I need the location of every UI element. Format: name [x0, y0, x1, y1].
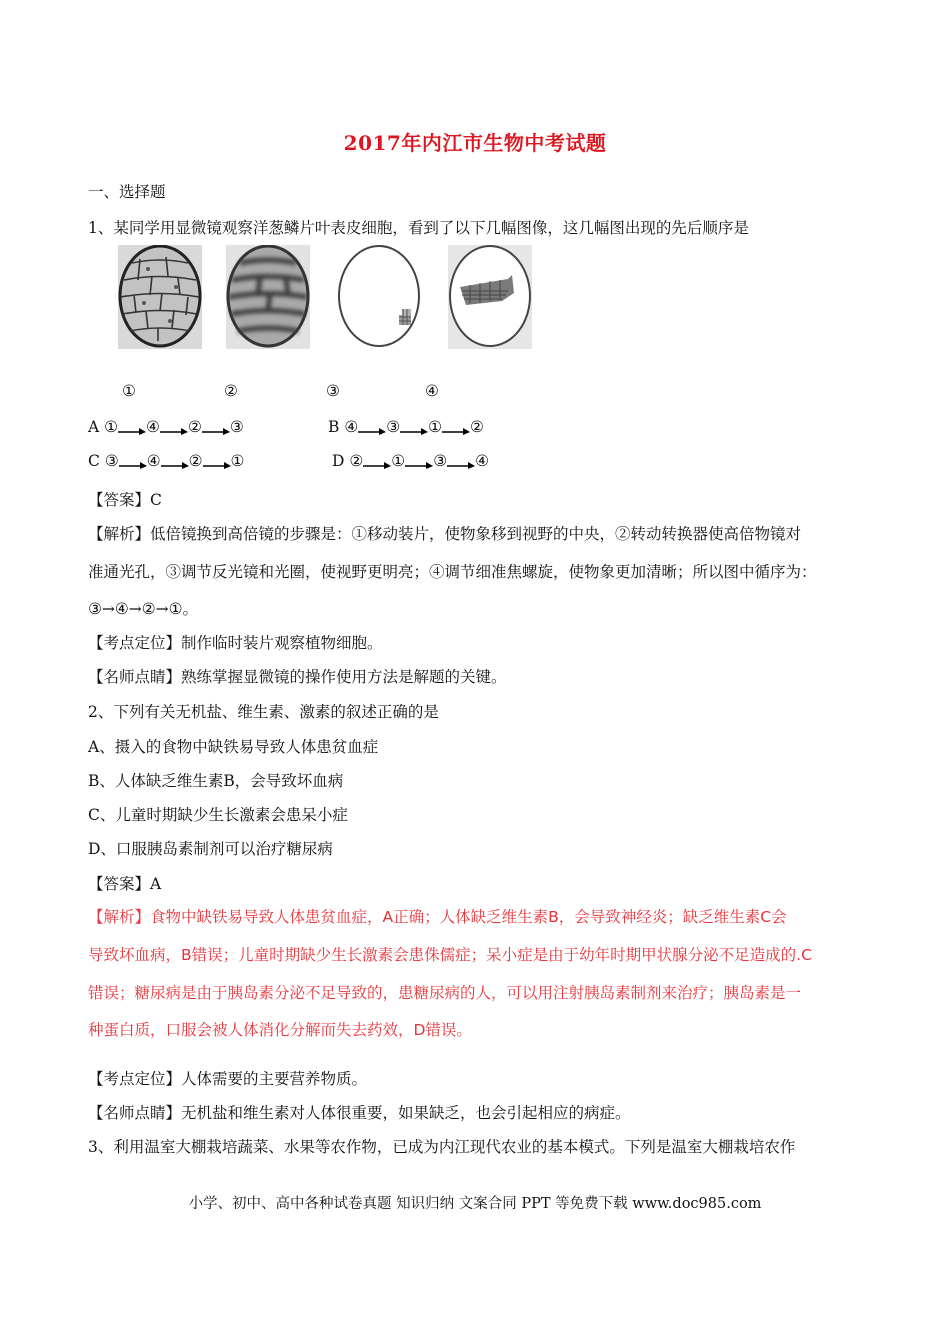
seq-item: ②	[188, 452, 203, 470]
seq-item: ④	[344, 418, 359, 436]
figure-label-2: ②	[224, 382, 238, 400]
question-2-stem: 2、下列有关无机盐、维生素、激素的叙述正确的是	[88, 703, 439, 721]
q1-answer: 【答案】C	[88, 491, 162, 509]
page-title: 2017年内江市生物中考试题	[343, 131, 607, 155]
option-letter: C	[88, 452, 100, 470]
seq-item: ②	[349, 452, 364, 470]
q2-analysis-line-4: 种蛋白质，口服会被人体消化分解而失去药效，D错误。	[88, 1021, 472, 1039]
microscope-image-1	[118, 245, 202, 349]
arrow-icon	[400, 421, 428, 435]
arrow-icon	[202, 421, 230, 435]
microscope-image-4	[448, 245, 532, 349]
seq-item: ③	[229, 418, 244, 436]
seq-item: ④	[146, 418, 160, 436]
seq-item: ④	[146, 452, 161, 470]
section-heading: 一、选择题	[88, 183, 166, 201]
q2-analysis-line-1: 【解析】食物中缺铁易导致人体患贫血症，A正确；人体缺乏维生素B，会导致神经炎；缺乏维生素C会	[88, 908, 787, 926]
seq-item: ①	[428, 418, 443, 436]
q2-answer: 【答案】A	[88, 875, 162, 893]
page-footer: 小学、初中、高中各种试卷真题 知识归纳 文案合同 PPT 等免费下载 www.doc985.com	[188, 1196, 762, 1212]
figure-label-4: ④	[425, 382, 439, 400]
q1-analysis-line-1: 【解析】低倍镜换到高倍镜的步骤是：①移动装片，使物象移到视野的中央，②转动转换器使高倍物镜对	[88, 525, 802, 543]
arrow-icon	[203, 455, 231, 469]
arrow-icon	[442, 421, 470, 435]
arrow-icon	[405, 455, 433, 469]
microscope-image-3	[337, 245, 421, 349]
q2-teacher-tip: 【名师点睛】无机盐和维生素对人体很重要，如果缺乏，也会引起相应的病症。	[88, 1104, 631, 1122]
q1-teacher-tip: 【名师点睛】熟练掌握显微镜的操作使用方法是解题的关键。	[88, 668, 507, 686]
question-3-stem: 3、利用温室大棚栽培蔬菜、水果等农作物，已成为内江现代农业的基本模式。下列是温室大棚栽培农作	[88, 1138, 796, 1156]
q1-analysis-line-3: ③→④→②→①。	[88, 600, 199, 618]
option-letter: A	[88, 418, 100, 436]
seq-item: ①	[230, 452, 245, 470]
option-letter: D	[332, 452, 345, 470]
seq-item: ①	[391, 452, 406, 470]
arrow-icon	[160, 421, 188, 435]
arrow-icon	[118, 421, 146, 435]
option-a	[88, 418, 244, 436]
seq-item: ①	[104, 418, 119, 436]
seq-item: ②	[470, 418, 484, 436]
q1-key-point: 【考点定位】制作临时装片观察植物细胞。	[88, 634, 383, 652]
arrow-icon	[358, 421, 386, 435]
option-d	[332, 452, 489, 470]
q2-option-a: A、摄入的食物中缺铁易导致人体患贫血症	[88, 738, 379, 756]
seq-item: ③	[386, 418, 401, 436]
q2-key-point: 【考点定位】人体需要的主要营养物质。	[88, 1070, 368, 1088]
option-c	[88, 452, 244, 470]
q2-analysis-line-3: 错误；糖尿病是由于胰岛素分泌不足导致的，患糖尿病的人，可以用注射胰岛素制剂来治疗；胰岛素是一	[88, 984, 802, 1002]
seq-item: ③	[433, 452, 448, 470]
option-letter: B	[328, 418, 340, 436]
q2-option-c: C、儿童时期缺少生长激素会患呆小症	[88, 806, 348, 824]
option-b	[328, 418, 484, 436]
q2-analysis-line-2: 导致坏血病，B错误；儿童时期缺少生长激素会患侏儒症；呆小症是由于幼年时期甲状腺分泌不足造成的.C	[88, 946, 812, 964]
microscope-image-2	[226, 245, 310, 349]
q2-option-b: B、人体缺乏维生素B，会导致坏血病	[88, 772, 344, 790]
arrow-icon	[447, 455, 475, 469]
question-1-stem: 1、某同学用显微镜观察洋葱鳞片叶表皮细胞，看到了以下几幅图像，这几幅图出现的先后顺序是	[88, 219, 749, 237]
seq-item: ④	[475, 452, 489, 470]
figure-label-3: ③	[326, 382, 340, 400]
arrow-icon	[363, 455, 391, 469]
seq-item: ③	[104, 452, 119, 470]
q1-analysis-line-2: 准通光孔，③调节反光镜和光圈，使视野更明亮；④调节细准焦螺旋，使物象更加清晰；所以图中循序为：	[88, 563, 817, 581]
figure-label-1: ①	[122, 382, 136, 400]
seq-item: ②	[187, 418, 202, 436]
arrow-icon	[161, 455, 189, 469]
q2-option-d: D、口服胰岛素制剂可以治疗糖尿病	[88, 840, 333, 858]
arrow-icon	[119, 455, 147, 469]
